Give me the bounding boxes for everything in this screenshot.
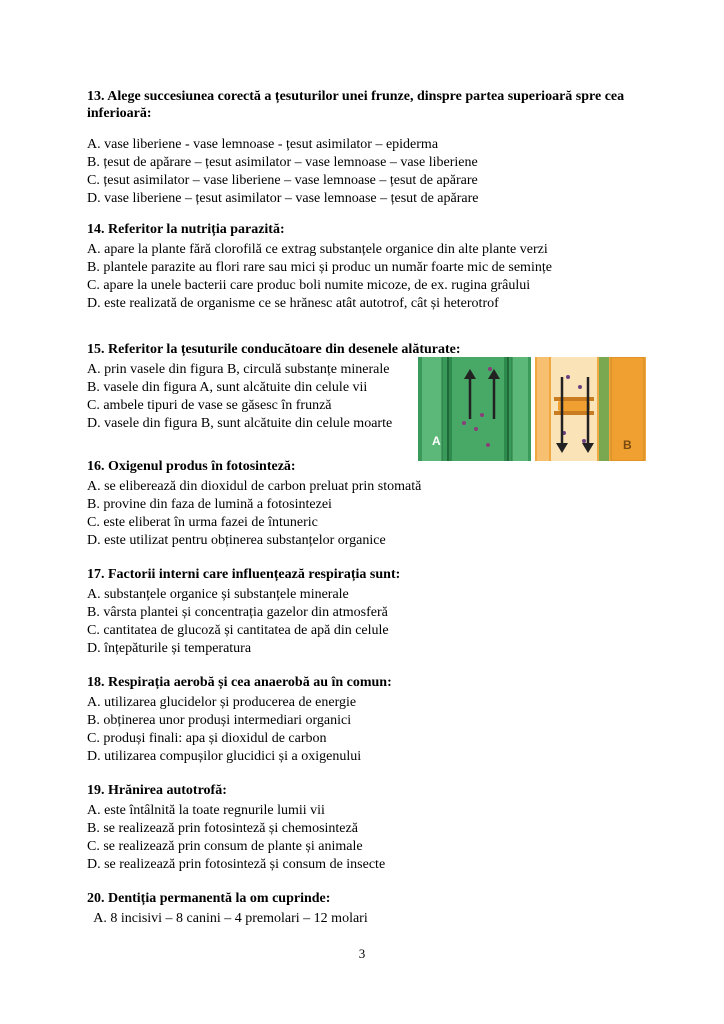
question-15-option-d: D. vasele din figura B, sunt alcătuite din celule moarte [87,416,393,431]
question-19-option-d: D. se realizează prin fotosinteză și consum de insecte [87,857,386,872]
question-15-title: 15. Referitor la țesuturile conducătoare din desenele alăturate: [87,342,461,357]
question-13-option-b: B. țesut de apărare – țesut asimilator – vase lemnoase – vase liberiene [87,155,478,170]
question-13-option-a: A. vase liberiene - vase lemnoase - țesut asimilator – epiderma [87,137,439,152]
question-20-option-a: A. 8 incisivi – 8 canini – 4 premolari – 12 molari [87,911,368,926]
page-number: 3 [358,946,366,961]
question-18-title: 18. Respirația aerobă și cea anaerobă au în comun: [87,675,392,690]
question-18-option-d: D. utilizarea compușilor glucidici și a oxigenului [87,749,362,764]
question-16-title: 16. Oxigenul produs în fotosinteză: [87,459,296,474]
question-19-option-b: B. se realizează prin fotosinteză și chemosinteză [87,821,358,836]
question-18-option-b: B. obținerea unor produși intermediari organici [87,713,352,728]
question-17-option-c: C. cantitatea de glucoză și cantitatea de apă din celule [87,623,389,638]
question-17-option-a: A. substanțele organice și substanțele minerale [87,587,349,602]
question-19-title: 19. Hrănirea autotrofă: [87,783,227,798]
question-14-option-c: C. apare la unele bacterii care produc boli numite micoze, de ex. rugina grâului [87,278,531,293]
question-20-title: 20. Dentiția permanentă la om cuprinde: [87,891,331,906]
question-16-option-d: D. este utilizat pentru obținerea substanțelor organice [87,533,386,548]
question-16 [87,458,647,550]
question-15-option-c: C. ambele tipuri de vase se găsesc în frunză [87,398,332,413]
question-17-title: 17. Factorii interni care influențează respirația sunt: [87,567,401,582]
question-14-title: 14. Referitor la nutriția parazită: [87,222,285,237]
question-17-option-d: D. înțepăturile și temperatura [87,641,252,656]
question-16-option-b: B. provine din faza de lumină a fotosintezei [87,497,332,512]
question-13-title: 13. Alege succesiunea corectă a țesuturilor unei frunze, dinspre partea superioară spre cea inferioară: [87,89,625,121]
question-19-option-a: A. este întâlnită la toate regnurile lumii vii [87,803,325,818]
question-13-option-d: D. vase liberiene – țesut asimilator – vase lemnoase – țesut de apărare [87,191,479,206]
question-14-option-b: B. plantele parazite au flori rare sau mici și produc un număr foarte mic de semințe [87,260,552,275]
question-16-option-c: C. este eliberat în urma fazei de întuneric [87,515,318,530]
question-14 [87,221,647,313]
figure-label-a: A [432,434,441,448]
conducting-tissue-figure [418,357,646,461]
question-17-option-b: B. vârsta plantei și concentrația gazelor din atmosferă [87,605,388,620]
question-18 [87,674,647,766]
question-18-option-c: C. produși finali: apa și dioxidul de carbon [87,731,327,746]
question-19-option-c: C. se realizează prin consum de plante și animale [87,839,363,854]
question-13-option-c: C. țesut asimilator – vase liberiene – vase lemnoase – țesut de apărare [87,173,478,188]
question-14-option-d: D. este realizată de organisme ce se hrănesc atât autotrof, cât și heterotrof [87,296,499,311]
question-15-option-b: B. vasele din figura A, sunt alcătuite din celule vii [87,380,368,395]
question-17 [87,566,647,658]
question-13 [87,88,647,208]
question-16-option-a: A. se eliberează din dioxidul de carbon preluat prin stomată [87,479,422,494]
question-19 [87,782,647,874]
question-15-option-a: A. prin vasele din figura B, circulă substanțe minerale [87,362,390,377]
question-20 [87,890,647,928]
question-18-option-a: A. utilizarea glucidelor și producerea de energie [87,695,357,710]
figure-label-b: B [623,438,632,452]
question-14-option-a: A. apare la plante fără clorofilă ce extrag substanțele organice din alte plante verzi [87,242,548,257]
